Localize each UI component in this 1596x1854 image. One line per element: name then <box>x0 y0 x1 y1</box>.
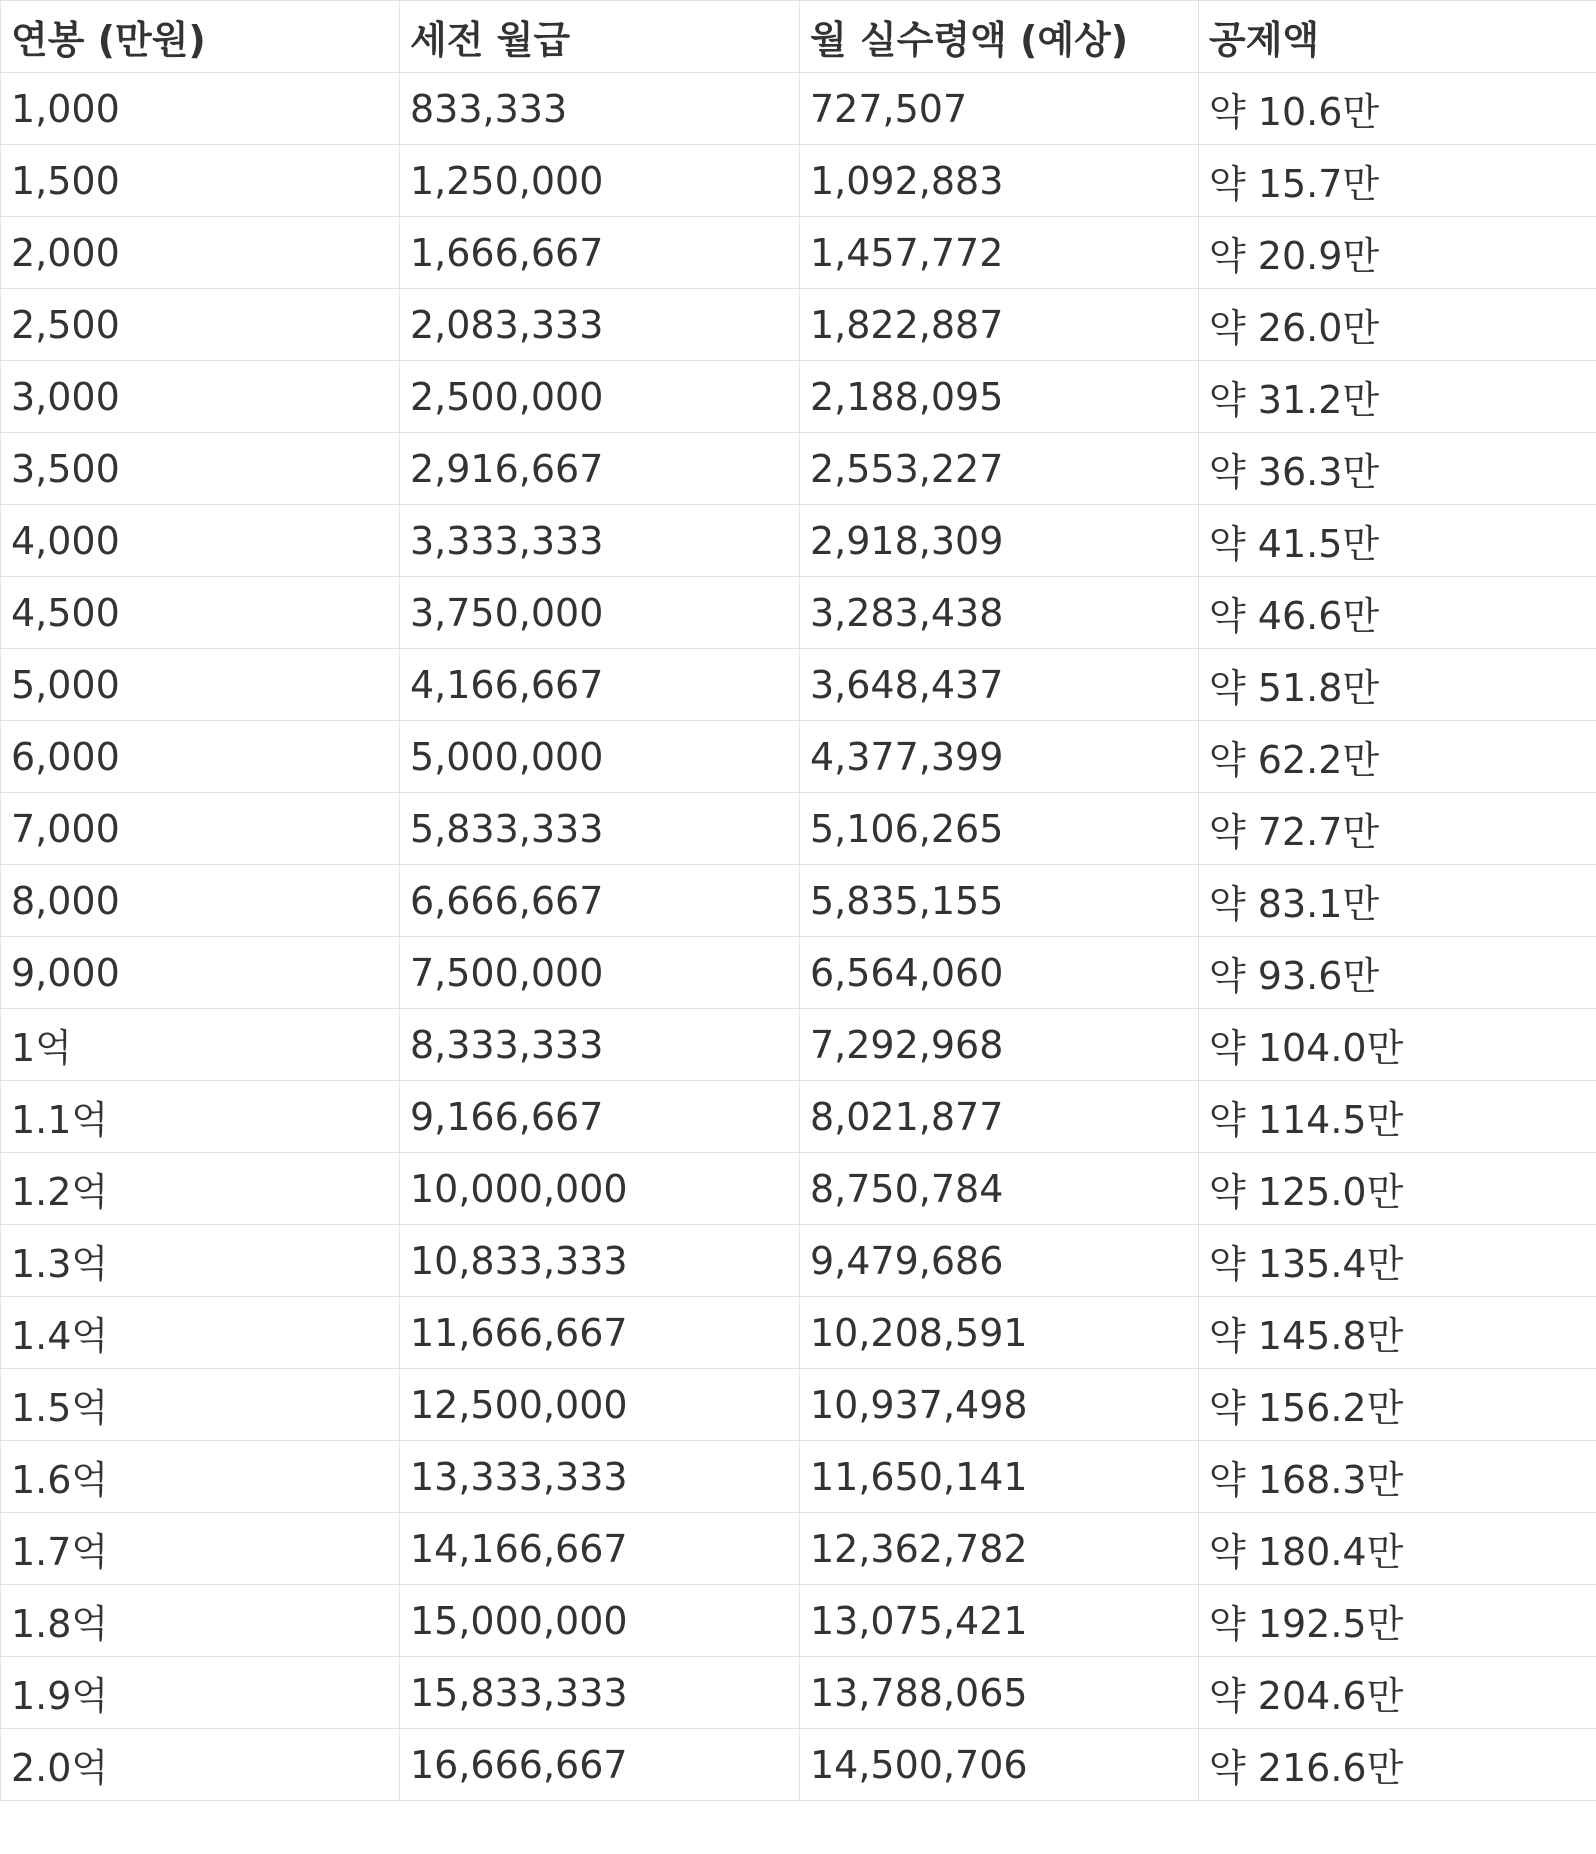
cell-gross-monthly: 4,166,667 <box>400 649 800 721</box>
cell-gross-monthly: 6,666,667 <box>400 865 800 937</box>
cell-gross-monthly: 3,750,000 <box>400 577 800 649</box>
table-row <box>1 433 1596 505</box>
cell-deduction: 약 10.6만 <box>1199 73 1596 145</box>
table-row <box>1 289 1596 361</box>
cell-gross-monthly: 10,000,000 <box>400 1153 800 1225</box>
cell-deduction: 약 135.4만 <box>1199 1225 1596 1297</box>
cell-gross-monthly: 2,083,333 <box>400 289 800 361</box>
table-row <box>1 1513 1596 1585</box>
cell-deduction: 약 51.8만 <box>1199 649 1596 721</box>
cell-gross-monthly: 833,333 <box>400 73 800 145</box>
cell-annual-salary: 1.2억 <box>1 1153 400 1225</box>
cell-deduction: 약 192.5만 <box>1199 1585 1596 1657</box>
cell-annual-salary: 1.9억 <box>1 1657 400 1729</box>
cell-net-monthly: 5,835,155 <box>800 865 1199 937</box>
header-row <box>1 1 1596 73</box>
cell-annual-salary: 1,000 <box>1 73 400 145</box>
cell-net-monthly: 727,507 <box>800 73 1199 145</box>
cell-deduction: 약 204.6만 <box>1199 1657 1596 1729</box>
table-row <box>1 217 1596 289</box>
cell-gross-monthly: 12,500,000 <box>400 1369 800 1441</box>
table-row <box>1 1297 1596 1369</box>
cell-gross-monthly: 13,333,333 <box>400 1441 800 1513</box>
table-row <box>1 1153 1596 1225</box>
cell-net-monthly: 1,822,887 <box>800 289 1199 361</box>
cell-net-monthly: 1,457,772 <box>800 217 1199 289</box>
cell-gross-monthly: 15,833,333 <box>400 1657 800 1729</box>
cell-deduction: 약 41.5만 <box>1199 505 1596 577</box>
table-row <box>1 649 1596 721</box>
cell-net-monthly: 11,650,141 <box>800 1441 1199 1513</box>
cell-net-monthly: 3,648,437 <box>800 649 1199 721</box>
table-row <box>1 1225 1596 1297</box>
table-row <box>1 793 1596 865</box>
cell-net-monthly: 8,750,784 <box>800 1153 1199 1225</box>
cell-deduction: 약 46.6만 <box>1199 577 1596 649</box>
header-annual-salary: 연봉 (만원) <box>1 1 400 73</box>
cell-net-monthly: 10,937,498 <box>800 1369 1199 1441</box>
cell-annual-salary: 3,500 <box>1 433 400 505</box>
cell-gross-monthly: 9,166,667 <box>400 1081 800 1153</box>
cell-net-monthly: 13,075,421 <box>800 1585 1199 1657</box>
cell-deduction: 약 216.6만 <box>1199 1729 1596 1801</box>
header-gross-monthly: 세전 월급 <box>400 1 800 73</box>
cell-annual-salary: 1.8억 <box>1 1585 400 1657</box>
table-row <box>1 1585 1596 1657</box>
header-net-monthly: 월 실수령액 (예상) <box>800 1 1199 73</box>
cell-annual-salary: 1.4억 <box>1 1297 400 1369</box>
cell-deduction: 약 145.8만 <box>1199 1297 1596 1369</box>
table-row <box>1 73 1596 145</box>
table-row <box>1 505 1596 577</box>
cell-net-monthly: 6,564,060 <box>800 937 1199 1009</box>
cell-annual-salary: 2,500 <box>1 289 400 361</box>
cell-net-monthly: 12,362,782 <box>800 1513 1199 1585</box>
cell-net-monthly: 7,292,968 <box>800 1009 1199 1081</box>
cell-deduction: 약 156.2만 <box>1199 1369 1596 1441</box>
cell-gross-monthly: 5,833,333 <box>400 793 800 865</box>
cell-annual-salary: 1.1억 <box>1 1081 400 1153</box>
cell-annual-salary: 2.0억 <box>1 1729 400 1801</box>
cell-gross-monthly: 10,833,333 <box>400 1225 800 1297</box>
cell-net-monthly: 2,188,095 <box>800 361 1199 433</box>
cell-gross-monthly: 15,000,000 <box>400 1585 800 1657</box>
cell-annual-salary: 1.3억 <box>1 1225 400 1297</box>
table-row <box>1 721 1596 793</box>
cell-deduction: 약 20.9만 <box>1199 217 1596 289</box>
cell-gross-monthly: 2,500,000 <box>400 361 800 433</box>
cell-deduction: 약 15.7만 <box>1199 145 1596 217</box>
cell-net-monthly: 9,479,686 <box>800 1225 1199 1297</box>
cell-net-monthly: 14,500,706 <box>800 1729 1199 1801</box>
cell-annual-salary: 7,000 <box>1 793 400 865</box>
cell-deduction: 약 83.1만 <box>1199 865 1596 937</box>
cell-annual-salary: 6,000 <box>1 721 400 793</box>
cell-net-monthly: 3,283,438 <box>800 577 1199 649</box>
cell-gross-monthly: 2,916,667 <box>400 433 800 505</box>
cell-gross-monthly: 1,250,000 <box>400 145 800 217</box>
table-row <box>1 577 1596 649</box>
table-row <box>1 1081 1596 1153</box>
table-header <box>1 1 1596 73</box>
cell-gross-monthly: 3,333,333 <box>400 505 800 577</box>
cell-deduction: 약 168.3만 <box>1199 1441 1596 1513</box>
cell-annual-salary: 4,500 <box>1 577 400 649</box>
cell-annual-salary: 1.5억 <box>1 1369 400 1441</box>
cell-deduction: 약 36.3만 <box>1199 433 1596 505</box>
cell-deduction: 약 72.7만 <box>1199 793 1596 865</box>
table-row <box>1 145 1596 217</box>
cell-deduction: 약 125.0만 <box>1199 1153 1596 1225</box>
cell-deduction: 약 114.5만 <box>1199 1081 1596 1153</box>
header-deduction: 공제액 <box>1199 1 1596 73</box>
cell-annual-salary: 1억 <box>1 1009 400 1081</box>
table-row <box>1 937 1596 1009</box>
cell-annual-salary: 5,000 <box>1 649 400 721</box>
cell-deduction: 약 26.0만 <box>1199 289 1596 361</box>
cell-gross-monthly: 5,000,000 <box>400 721 800 793</box>
cell-deduction: 약 104.0만 <box>1199 1009 1596 1081</box>
table-row <box>1 1009 1596 1081</box>
cell-annual-salary: 2,000 <box>1 217 400 289</box>
cell-gross-monthly: 8,333,333 <box>400 1009 800 1081</box>
cell-annual-salary: 1,500 <box>1 145 400 217</box>
cell-deduction: 약 93.6만 <box>1199 937 1596 1009</box>
table-row <box>1 1369 1596 1441</box>
table-row <box>1 1657 1596 1729</box>
table-row <box>1 1441 1596 1513</box>
cell-deduction: 약 62.2만 <box>1199 721 1596 793</box>
cell-annual-salary: 1.7억 <box>1 1513 400 1585</box>
cell-gross-monthly: 1,666,667 <box>400 217 800 289</box>
cell-annual-salary: 4,000 <box>1 505 400 577</box>
cell-gross-monthly: 11,666,667 <box>400 1297 800 1369</box>
cell-net-monthly: 2,918,309 <box>800 505 1199 577</box>
cell-net-monthly: 4,377,399 <box>800 721 1199 793</box>
cell-annual-salary: 3,000 <box>1 361 400 433</box>
cell-net-monthly: 8,021,877 <box>800 1081 1199 1153</box>
cell-annual-salary: 8,000 <box>1 865 400 937</box>
cell-net-monthly: 10,208,591 <box>800 1297 1199 1369</box>
cell-net-monthly: 13,788,065 <box>800 1657 1199 1729</box>
cell-gross-monthly: 16,666,667 <box>400 1729 800 1801</box>
cell-deduction: 약 180.4만 <box>1199 1513 1596 1585</box>
cell-net-monthly: 1,092,883 <box>800 145 1199 217</box>
table-row <box>1 1729 1596 1801</box>
cell-annual-salary: 9,000 <box>1 937 400 1009</box>
cell-net-monthly: 5,106,265 <box>800 793 1199 865</box>
cell-gross-monthly: 14,166,667 <box>400 1513 800 1585</box>
table-row <box>1 361 1596 433</box>
table-body <box>1 73 1596 1801</box>
cell-net-monthly: 2,553,227 <box>800 433 1199 505</box>
table-row <box>1 865 1596 937</box>
cell-annual-salary: 1.6억 <box>1 1441 400 1513</box>
cell-deduction: 약 31.2만 <box>1199 361 1596 433</box>
cell-gross-monthly: 7,500,000 <box>400 937 800 1009</box>
